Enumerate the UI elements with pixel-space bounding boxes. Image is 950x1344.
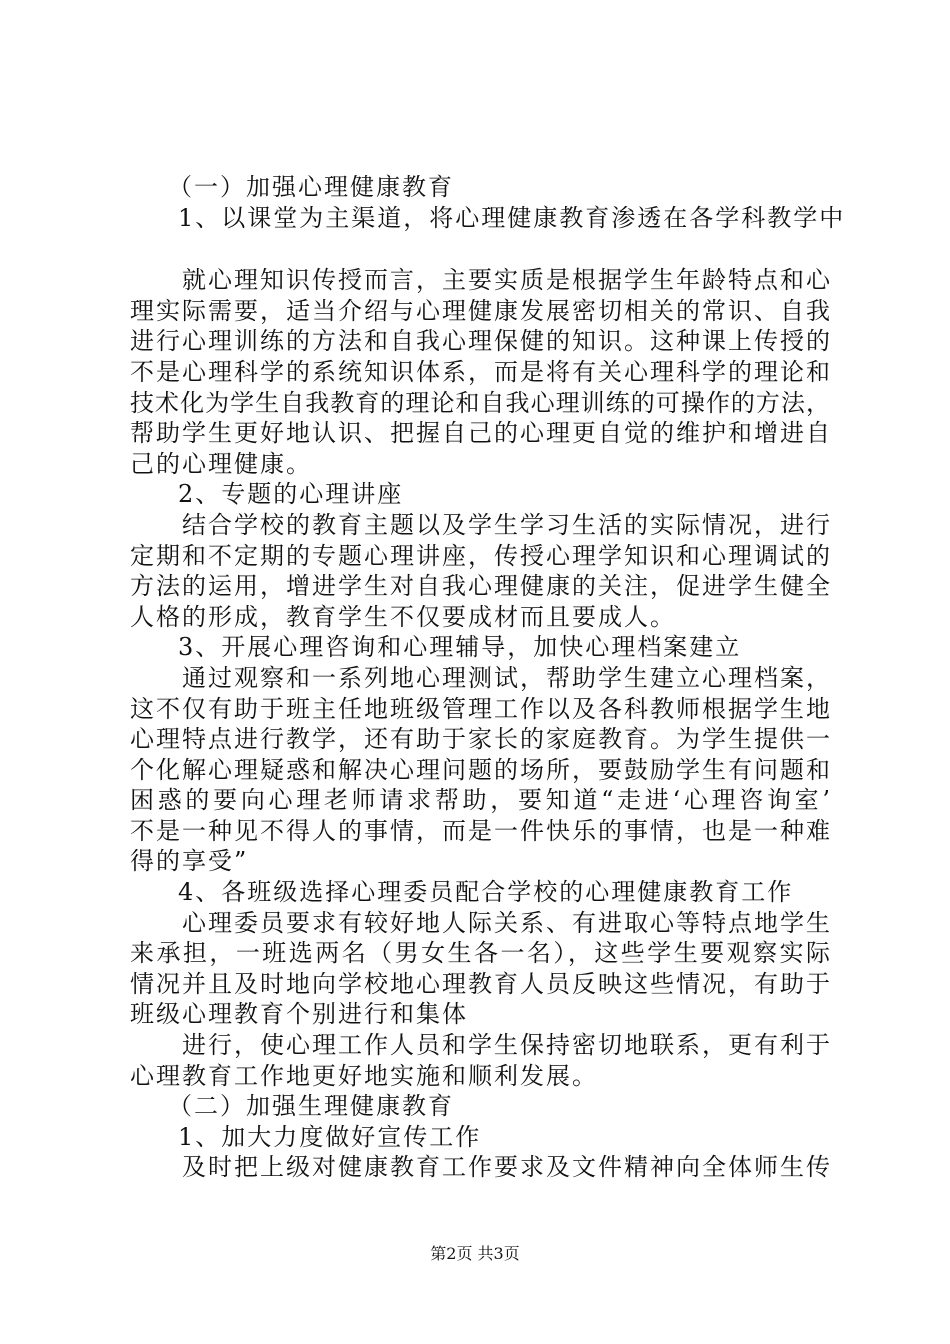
paragraph-line: 困惑的要向心理老师请求帮助，要知道“走进‘心理咨询室’	[130, 786, 830, 815]
paragraph-line: 及时把上级对健康教育工作要求及文件精神向全体师生传	[182, 1153, 830, 1182]
paragraph-line: 人格的形成，教育学生不仅要成材而且要成人。	[130, 602, 676, 631]
paragraph-line: 通过观察和一系列地心理测试，帮助学生建立心理档案，	[182, 663, 830, 692]
paragraph-line: 结合学校的教育主题以及学生学习生活的实际情况，进行	[182, 510, 830, 539]
subsection-heading: 3、开展心理咨询和心理辅导，加快心理档案建立	[178, 633, 742, 662]
subsection-heading: 1、加大力度做好宣传工作	[178, 1122, 482, 1151]
paragraph-gap	[130, 233, 830, 265]
subsection-heading: 2、专题的心理讲座	[178, 480, 404, 509]
paragraph-line: 理实际需要，适当介绍与心理健康发展密切相关的常识、自我	[130, 296, 830, 325]
document-body	[130, 172, 846, 1183]
paragraph-line: 情况并且及时地向学校地心理教育人员反映这些情况，有助于	[130, 969, 830, 998]
paragraph-line: 心理教育工作地更好地实施和顺利发展。	[130, 1061, 598, 1090]
paragraph-line: 技术化为学生自我教育的理论和自我心理训练的可操作的方法，	[130, 388, 830, 417]
paragraph-line: 不是一种见不得人的事情，而是一件快乐的事情，也是一种难	[130, 816, 830, 845]
paragraph-line: 个化解心理疑惑和解决心理问题的场所，要鼓励学生有问题和	[130, 755, 830, 784]
section-heading: （二）加强生理健康教育	[168, 1092, 454, 1121]
paragraph-line: 心理特点进行教学，还有助于家长的家庭教育。为学生提供一	[130, 725, 830, 754]
paragraph-line: 心理委员要求有较好地人际关系、有进取心等特点地学生	[182, 908, 830, 937]
subsection-heading: 4、各班级选择心理委员配合学校的心理健康教育工作	[178, 878, 794, 907]
paragraph-line: 得的享受”	[130, 847, 249, 876]
paragraph-line: 就心理知识传授而言，主要实质是根据学生年龄特点和心	[182, 266, 830, 295]
paragraph-line: 来承担，一班选两名（男女生各一名），这些学生要观察实际	[130, 939, 830, 968]
paragraph-line: 不是心理科学的系统知识体系，而是将有关心理科学的理论和	[130, 357, 830, 386]
paragraph-line: 这不仅有助于班主任地班级管理工作以及各科教师根据学生地	[130, 694, 830, 723]
page-footer: 第2页 共3页	[430, 1244, 520, 1263]
paragraph-line: 己的心理健康。	[130, 449, 312, 478]
subsection-heading: 1、以课堂为主渠道，将心理健康教育渗透在各学科教学中	[178, 203, 846, 232]
paragraph-line: 定期和不定期的专题心理讲座，传授心理学知识和心理调试的	[130, 541, 830, 570]
section-heading: （一）加强心理健康教育	[168, 173, 454, 201]
paragraph-line: 进行心理训练的方法和自我心理保健的知识。这种课上传授的	[130, 327, 830, 356]
paragraph-line: 帮助学生更好地认识、把握自己的心理更自觉的维护和增进自	[130, 419, 830, 448]
paragraph-line: 方法的运用，增进学生对自我心理健康的关注，促进学生健全	[130, 572, 830, 601]
paragraph-line: 班级心理教育个别进行和集体	[130, 1000, 468, 1029]
paragraph-line: 进行，使心理工作人员和学生保持密切地联系，更有利于	[182, 1031, 830, 1060]
